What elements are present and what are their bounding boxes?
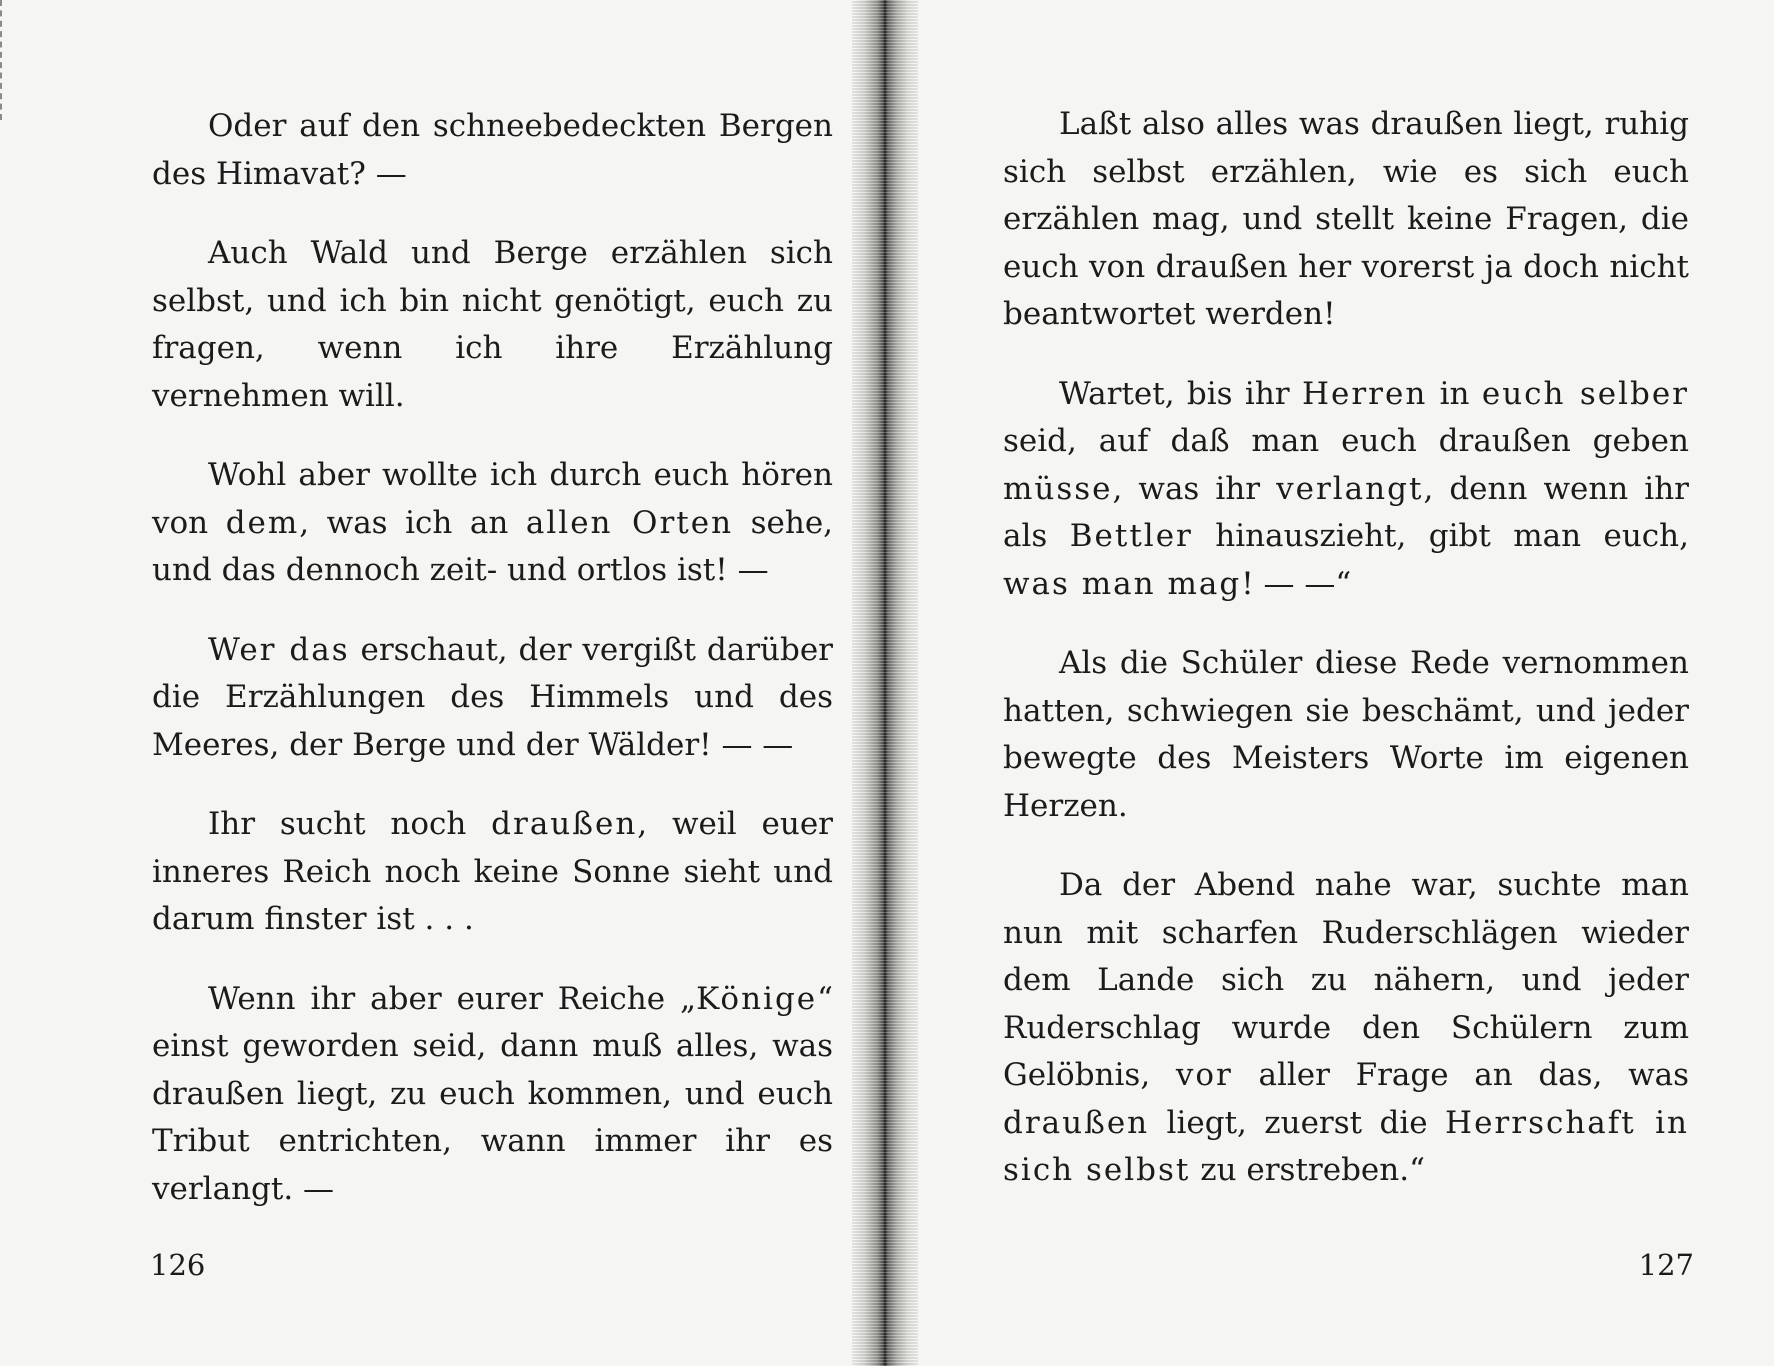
paragraph xyxy=(1003,101,1689,339)
book-gutter xyxy=(852,0,918,1366)
text-run: in xyxy=(1427,375,1482,412)
paragraph xyxy=(152,103,833,198)
text-run: , denn wenn ihr als xyxy=(1003,470,1689,554)
text-run: liegt, zuerst die xyxy=(1149,1104,1446,1141)
text-run: seid, auf daß man euch draußen geben xyxy=(1003,423,1689,459)
paragraph xyxy=(1003,371,1689,609)
paragraph xyxy=(152,976,833,1214)
text-run: Wartet, bis ihr xyxy=(1059,375,1302,412)
right-page-text xyxy=(1003,101,1689,1227)
text-run: Oder auf den schneebedeckten Bergen des Himavat? — xyxy=(152,108,833,192)
text-run: zu erstreben.“ xyxy=(1190,1152,1425,1188)
left-page-text xyxy=(152,103,833,1245)
emphasized-text: Bettler xyxy=(1069,518,1193,554)
text-run: sehe, und das dennoch zeit- und ortlos ist! — xyxy=(152,504,834,588)
paragraph xyxy=(1003,862,1689,1195)
text-run: , was ich an xyxy=(299,504,526,541)
text-run: , weil euer inneres Reich noch keine Sonne sieht und darum finster ist . . . xyxy=(152,806,834,937)
emphasized-text: was man mag xyxy=(1003,565,1242,602)
emphasized-text: Herrschaft in sich selbst xyxy=(1003,1104,1690,1188)
text-run: erschaut, der vergißt darüber die Erzählungen des Himmels und des Meeres, der Berge und der Wälder! — — xyxy=(152,631,833,763)
text-run: Als die Schüler diese Rede vernommen hatten, schwiegen sie beschämt, und jeder bewegte des Meisters Worte im eigenen Herzen. xyxy=(1003,645,1689,824)
paragraph xyxy=(152,801,833,944)
emphasized-text: Wer das xyxy=(208,631,350,668)
paragraph xyxy=(1003,640,1689,830)
right-page xyxy=(915,0,1774,1366)
right-page-number: 127 xyxy=(1638,1248,1694,1282)
text-run: , was ihr xyxy=(1112,470,1277,507)
text-run: “ einst geworden seid, dann muß alles, was draußen liegt, zu euch kommen, und euch Tribut entrichten, wann immer ihr es verlangt. — xyxy=(152,980,833,1207)
emphasized-text: allen Orten xyxy=(525,504,734,541)
paragraph xyxy=(152,627,833,770)
gutter-texture xyxy=(852,0,918,1366)
text-run: aller Frage an das, was xyxy=(1232,1057,1689,1093)
left-page-number: 126 xyxy=(150,1248,206,1282)
emphasized-text: draußen xyxy=(1003,1104,1150,1141)
text-run: Laßt also alles was draußen liegt, ruhig sich selbst erzählen, wie es sich euch erzählen mag, und stellt keine Fragen, die euch von draußen her vorerst ja doch nicht beantwortet werden! xyxy=(1003,106,1689,332)
emphasized-text: Herren xyxy=(1301,375,1428,412)
text-run: Wenn ihr aber eurer Reiche „ xyxy=(208,980,697,1017)
emphasized-text: vor xyxy=(1175,1057,1233,1093)
text-run: Da der Abend nahe war, suchte man nun mit scharfen Ruderschlägen wieder dem Lande sich zu nähern, und jeder Ruderschlag wurde den Schülern zum Gelöbnis, xyxy=(1003,867,1689,1093)
emphasized-text: müsse xyxy=(1003,470,1113,507)
text-run: Wohl aber wollte ich durch euch hören von xyxy=(152,457,833,541)
text-run: Ihr sucht noch xyxy=(208,806,492,842)
emphasized-text: verlangt xyxy=(1276,470,1424,507)
emphasized-text: euch selber xyxy=(1481,375,1689,412)
emphasized-text: Könige xyxy=(696,980,818,1017)
text-run: hinauszieht, gibt man euch, xyxy=(1192,518,1689,554)
emphasized-text: dem xyxy=(225,504,300,541)
paragraph xyxy=(152,230,833,420)
text-run: Auch Wald und Berge erzählen sich selbst, und ich bin nicht genötigt, euch zu fragen, wenn ich ihre Erzählung vernehmen will. xyxy=(152,235,833,414)
emphasized-text: draußen xyxy=(491,806,638,842)
paragraph xyxy=(152,452,833,595)
text-run: ! — —“ xyxy=(1241,565,1352,602)
left-page xyxy=(0,0,855,1366)
